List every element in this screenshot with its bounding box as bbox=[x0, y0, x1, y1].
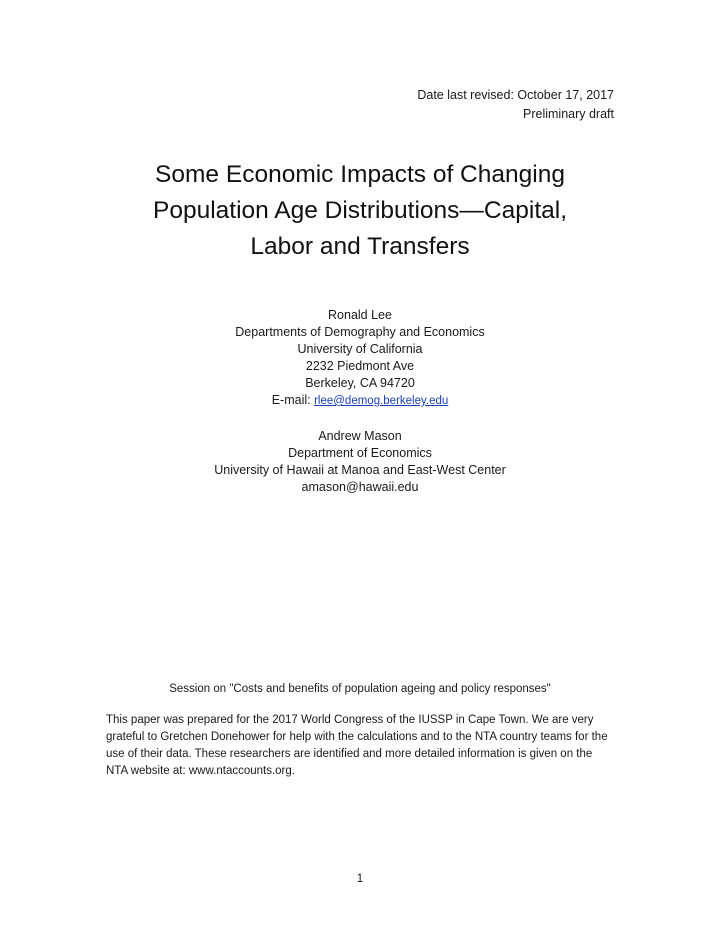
author-institution: University of California bbox=[297, 342, 423, 356]
revision-info bbox=[417, 86, 614, 124]
email-label: E-mail: bbox=[271, 393, 315, 407]
draft-status: Preliminary draft bbox=[523, 107, 614, 121]
title-line-2: Population Age Distributions—Capital, bbox=[152, 197, 567, 224]
author-name: Ronald Lee bbox=[328, 308, 392, 322]
title-line-3: Labor and Transfers bbox=[250, 233, 470, 260]
author-city: Berkeley, CA 94720 bbox=[305, 376, 415, 390]
session-note: Session on "Costs and benefits of population ageing and policy responses" bbox=[169, 683, 551, 695]
author-department: Department of Economics bbox=[288, 446, 432, 460]
author-institution: University of Hawaii at Manoa and East-West Center bbox=[214, 463, 506, 477]
date-revised: Date last revised: October 17, 2017 bbox=[417, 88, 614, 102]
page-number: 1 bbox=[356, 873, 364, 885]
acknowledgement-paragraph: This paper was prepared for the 2017 World Congress of the IUSSP in Cape Town. We are very grateful to Gretchen Donehower for help with the calculations and to the NTA country teams for the use of their data. These researchers are identified and more detailed information is given on the NTA website at: www.ntaccounts.org. bbox=[106, 714, 608, 777]
author-email-line bbox=[0, 392, 720, 410]
author-department: Departments of Demography and Economics bbox=[235, 325, 485, 339]
author-email: amason@hawaii.edu bbox=[301, 480, 419, 494]
title-line-1: Some Economic Impacts of Changing bbox=[155, 161, 565, 188]
author-street: 2232 Piedmont Ave bbox=[305, 359, 415, 373]
author-name: Andrew Mason bbox=[318, 429, 402, 443]
author-block-mason bbox=[0, 428, 720, 496]
paper-title bbox=[0, 157, 720, 265]
author-block-lee bbox=[0, 307, 720, 410]
email-link[interactable]: rlee@demog.berkeley.edu bbox=[314, 395, 449, 407]
